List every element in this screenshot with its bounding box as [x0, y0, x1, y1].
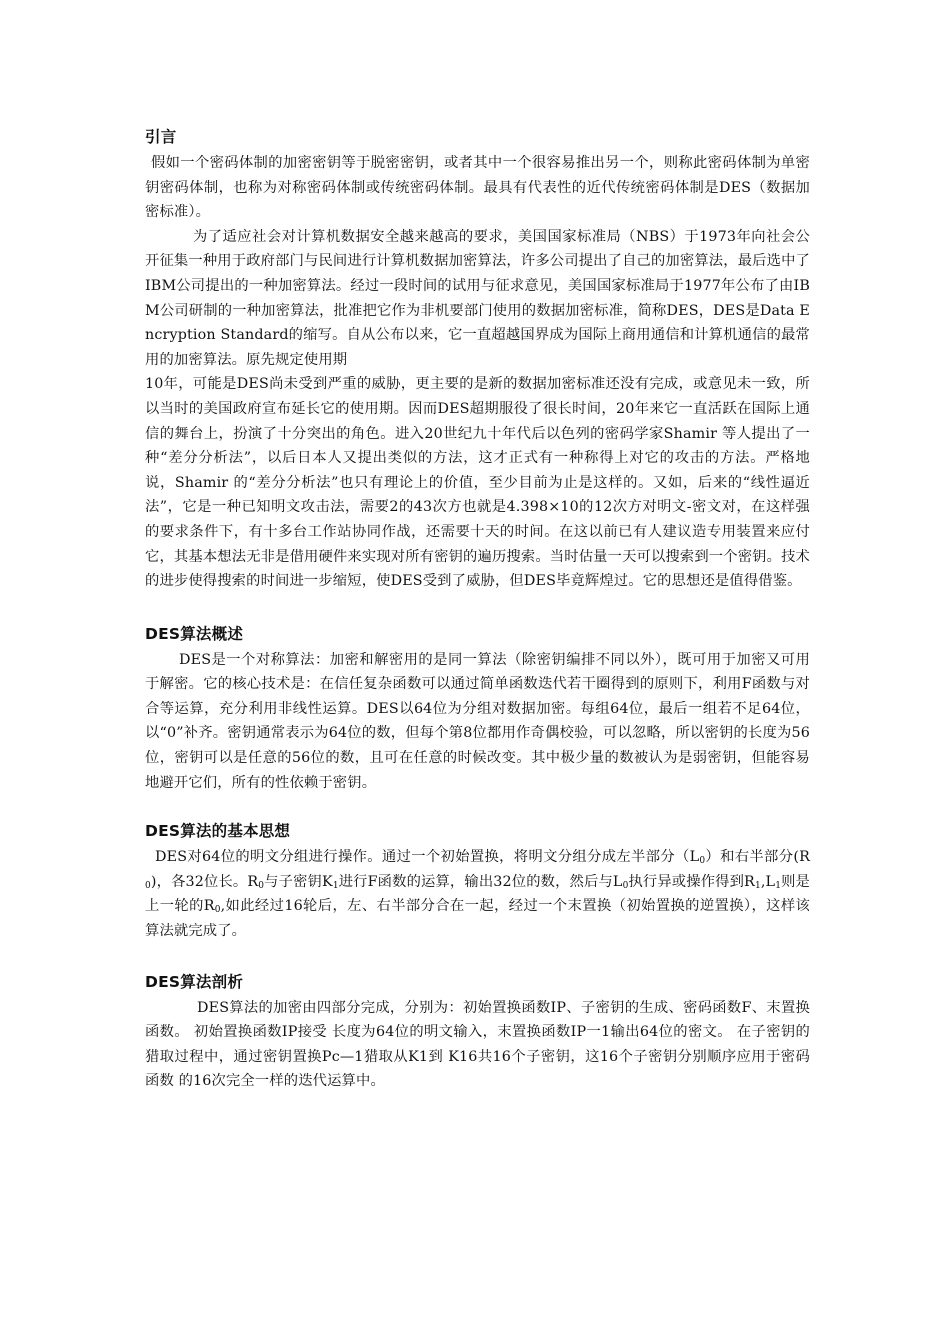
subscript: 0	[258, 880, 265, 891]
section-title: DES算法的基本思想	[145, 822, 291, 841]
section-intro	[145, 125, 810, 594]
text-run: ）和右半部分(R	[705, 849, 811, 866]
section-basic-idea	[145, 819, 810, 943]
paragraph: 为了适应社会对计算机数据安全越来越高的要求，美国国家标准局（NBS）于1973年向社会公开征集一种用于政府部门与民间进行计算机数据加密算法，许多公司提出了自己的加密算法，最后选中了IBM公司提出的一种加密算法。经过一段时间的试用与征求意见，美国国家标准局于1977年公布了由IBM公司研制的一种加密算法，批准把它作为非机要部门使用的数据加密标准，简称DES，DES是Data Encryption Standard的缩写。自从公布以来，它一直超越国界成为国际上商用通信和计算机通信的最常用的加密算法。原先规定使用期	[145, 228, 810, 368]
paragraph: 10年，可能是DES尚未受到严重的威胁，更主要的是新的数据加密标准还没有完成，或意见未一致，所以当时的美国政府宣布延长它的使用期。因而DES超期服役了很长时间，20年来它一直活跃在国际上通信的舞台上，扮演了十分突出的角色。进入20世纪九十年代后以色列的密码学家Shamir 等人提出了一种“差分分析法”，以后日本人又提出类似的方法，这才正式有一种称得上对它的攻击的方法。严格地说，Shamir 的“差分分析法”也只有理论上的价值，至少目前为止是这样的。又如，后来的“线性逼近法”，它是一种已知明文攻击法，需要2的43次方也就是4.398×10的12次方对明文-密文对，在这样强的要求条件下，有十多台工作站协同作战，还需要十天的时间。在这以前已有人建议造专用装置来应付它，其基本想法无非是借用硬件来实现对所有密钥的遍历搜索。当时估量一天可以搜索到一个密钥。技术的进步使得搜索的时间进一步缩短，使DES受到了威胁，但DES毕竟辉煌过。它的思想还是值得借鉴。	[145, 376, 810, 590]
section-title: DES算法剖析	[145, 972, 244, 991]
text-run: 则是上一轮的R	[145, 873, 810, 915]
section-overview	[145, 622, 810, 796]
paragraph: DES是一个对称算法：加密和解密用的是同一算法（除密钥编排不同以外），既可用于加密又可用于解密。它的核心技术是：在信任复杂函数可以通过简单函数迭代若干圈得到的原则下，利用F函数与对合等运算，充分利用非线性运算。DES以64位为分组对数据加密。每组64位，最后一组若不足64位，以“0”补齐。密钥通常表示为64位的数，但每个第8位都用作奇偶校验，可以忽略，所以密钥的长度为56位，密钥可以是任意的56位的数，且可在任意的时候改变。其中极少量的数被认为是弱密钥，但能容易地避开它们，所有的性依赖于密钥。	[145, 651, 810, 791]
section-analysis	[145, 970, 810, 1094]
subscript: 1	[775, 880, 782, 891]
subscript: 0	[145, 880, 151, 891]
text-run: 进行F函数的运算，输出32位的数，然后与L	[338, 873, 623, 890]
document-page	[145, 120, 810, 1094]
text-run: DES对64位的明文分组进行操作。通过一个初始置换，将明文分组分成左半部分（L	[155, 849, 700, 866]
text-run: ,L	[760, 873, 776, 890]
subscript: 0	[622, 880, 629, 891]
subscript: 1	[754, 880, 761, 891]
section-title: 引言	[145, 128, 177, 146]
text-run: 与子密钥K	[264, 873, 333, 890]
text-run: ,如此经过16轮后，左、右半部分合在一起，经过一个末置换（初始置换的逆置换），这样该算法就完成了。	[145, 898, 810, 940]
text-run: 执行异或操作得到R	[628, 873, 755, 890]
paragraph	[145, 845, 810, 943]
subscript: 0	[699, 856, 706, 867]
subscript: 1	[332, 880, 339, 891]
paragraph: 假如一个密码体制的加密密钥等于脱密密钥，或者其中一个很容易推出另一个，则称此密码体制为单密钥密码体制，也称为对称密码体制或传统密码体制。最具有代表性的近代传统密码体制是DES（数据加密标准）。	[145, 155, 810, 221]
text-run: )，各32位长。R	[150, 873, 259, 890]
subscript: 0	[214, 905, 221, 916]
section-title: DES算法概述	[145, 624, 244, 643]
paragraph: DES算法的加密由四部分完成，分别为：初始置换函数IP、子密钥的生成、密码函数F、末置换函数。 初始置换函数IP接受 长度为64位的明文输入，末置换函数IP一1输出64位的密文。 在子密钥的猎取过程中，通过密钥置换Pc—1猎取从K1到 K16共16个子密钥，这16个子密钥分别顺序应用于密码函数 的16次完全一样的迭代运算中。	[145, 999, 810, 1090]
